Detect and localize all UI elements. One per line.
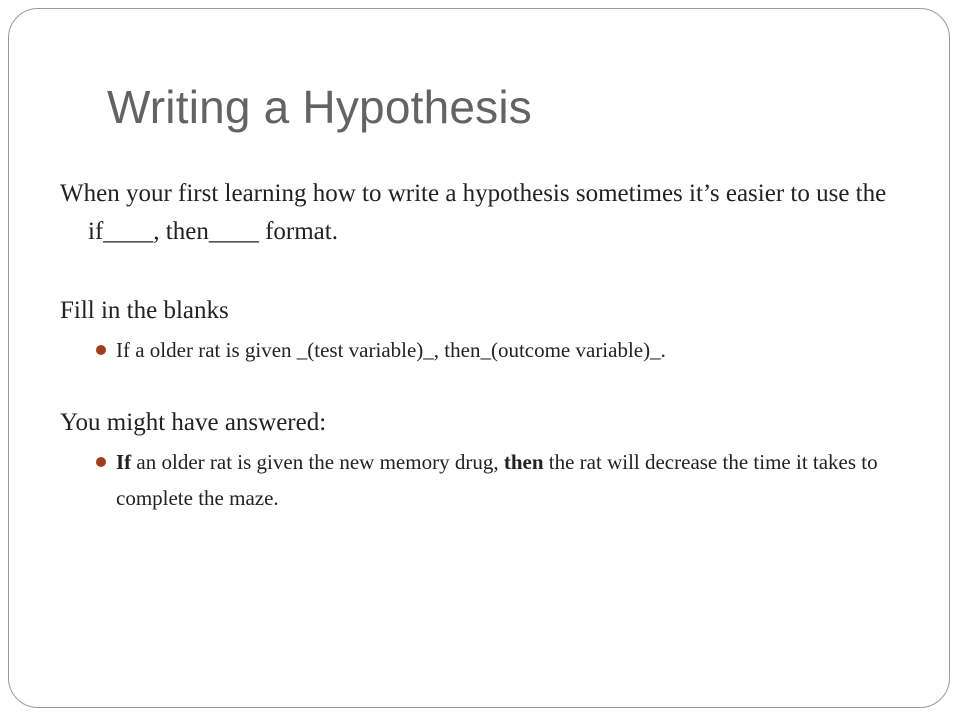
bullet-dot-icon xyxy=(96,345,106,355)
answer-bullet xyxy=(60,444,920,516)
answer-text-part2: the rat will decrease the time it takes to complete the maze. xyxy=(116,450,878,510)
fill-in-heading: Fill in the blanks xyxy=(60,297,229,324)
slide-body xyxy=(60,175,920,516)
slide-title: Writing a Hypothesis xyxy=(107,81,532,133)
answer-if-keyword: If xyxy=(116,450,132,474)
answer-text-part1: an older rat is given the new memory drug, xyxy=(131,450,504,474)
fill-in-bullet xyxy=(60,332,920,368)
answer-heading: You might have answered: xyxy=(60,409,327,436)
fill-in-bullet-text: If a older rat is given _(test variable)_, then_(outcome variable)_. xyxy=(116,338,666,362)
bullet-dot-icon xyxy=(96,457,106,467)
intro-paragraph: When your first learning how to write a hypothesis sometimes it’s easier to use the if____, then____ format. xyxy=(60,180,887,245)
answer-then-keyword: then xyxy=(503,450,544,474)
